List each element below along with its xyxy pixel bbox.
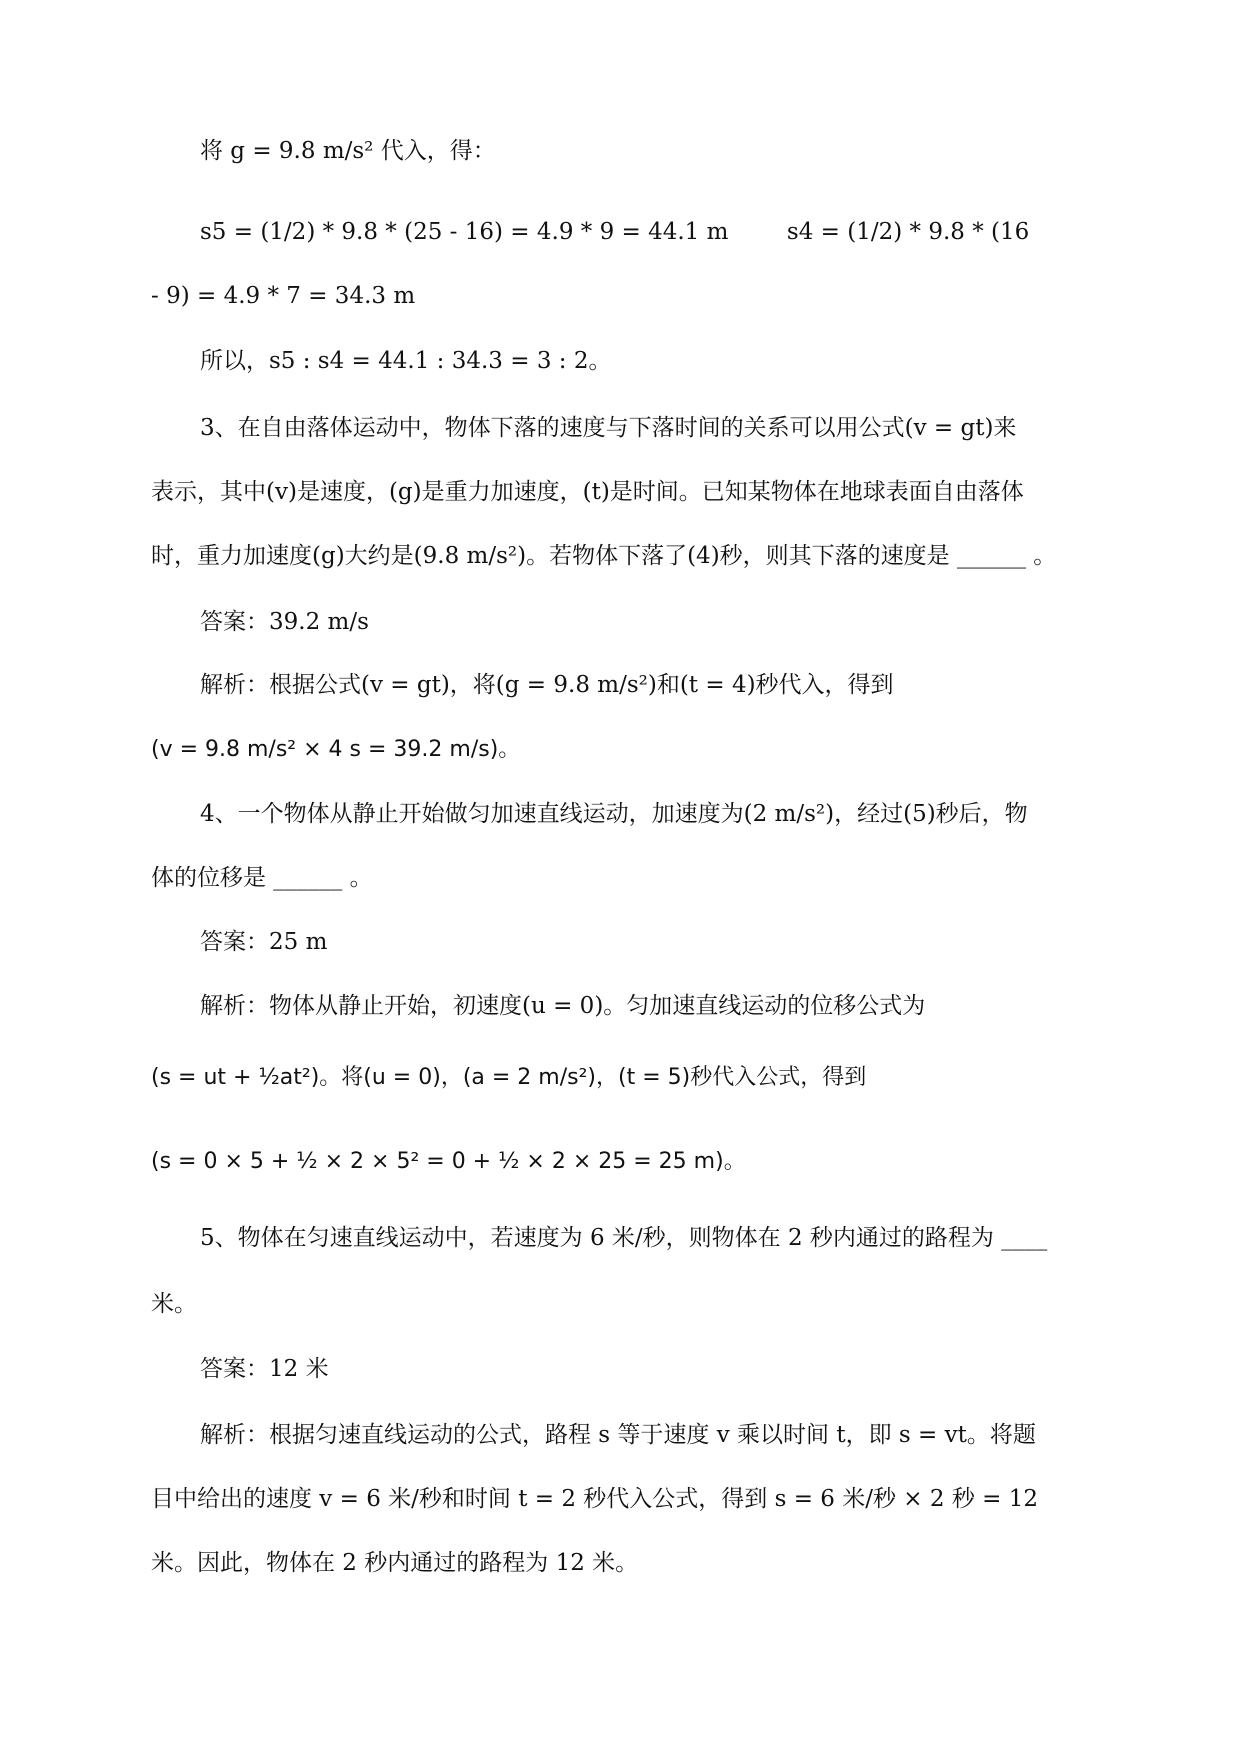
text-line: 将 g = 9.8 m/s² 代入，得： (200, 138, 496, 164)
text-line: 解析：根据公式(v = gt)，将(g = 9.8 m/s²)和(t = 4)秒代入，得到 (200, 672, 894, 698)
text-line: 5、物体在匀速直线运动中，若速度为 6 米/秒，则物体在 2 秒内通过的路程为 ____ (200, 1225, 1048, 1251)
text-line: 3、在自由落体运动中，物体下落的速度与下落时间的关系可以用公式(v = gt)来 (200, 415, 1017, 441)
answer-line: 答案：39.2 m/s (200, 609, 369, 635)
text-line: 目中给出的速度 v = 6 米/秒和时间 t = 2 秒代入公式，得到 s = 6 米/秒 × 2 秒 = 12 (151, 1486, 1038, 1512)
formula-line: (s = 0 × 5 + ½ × 2 × 5² = 0 + ½ × 2 × 25 = 25 m)。 (151, 1149, 746, 1174)
text-line: 时，重力加速度(g)大约是(9.8 m/s²)。若物体下落了(4)秒，则其下落的速度是 ______ 。 (151, 543, 1057, 569)
text-line: 表示，其中(v)是速度，(g)是重力加速度，(t)是时间。已知某物体在地球表面自由落体 (151, 479, 1024, 505)
text-line: s5 = (1/2) * 9.8 * (25 - 16) = 4.9 * 9 = 44.1 m s4 = (1/2) * 9.8 * (16 (200, 219, 1030, 245)
text-line: 4、一个物体从静止开始做匀加速直线运动，加速度为(2 m/s²)，经过(5)秒后，物 (200, 801, 1028, 827)
text-line: 米。因此，物体在 2 秒内通过的路程为 12 米。 (151, 1550, 639, 1576)
text-line: 米。 (151, 1291, 197, 1317)
formula-line: (v = 9.8 m/s² × 4 s = 39.2 m/s)。 (151, 737, 521, 762)
text-line: 所以，s5 : s4 = 44.1 : 34.3 = 3 : 2。 (200, 348, 612, 374)
text-line: - 9) = 4.9 * 7 = 34.3 m (151, 283, 416, 309)
formula-line: (s = ut + ½at²)。将(u = 0)，(a = 2 m/s²)，(t = 5)秒代入公式，得到 (151, 1065, 867, 1090)
text-line: 体的位移是 ______ 。 (151, 865, 373, 891)
answer-line: 答案：25 m (200, 929, 328, 955)
text-line: 解析：物体从静止开始，初速度(u = 0)。匀加速直线运动的位移公式为 (200, 993, 926, 1019)
text-line: 解析：根据匀速直线运动的公式，路程 s 等于速度 v 乘以时间 t，即 s = vt。将题 (200, 1422, 1036, 1448)
answer-line: 答案：12 米 (200, 1356, 329, 1382)
